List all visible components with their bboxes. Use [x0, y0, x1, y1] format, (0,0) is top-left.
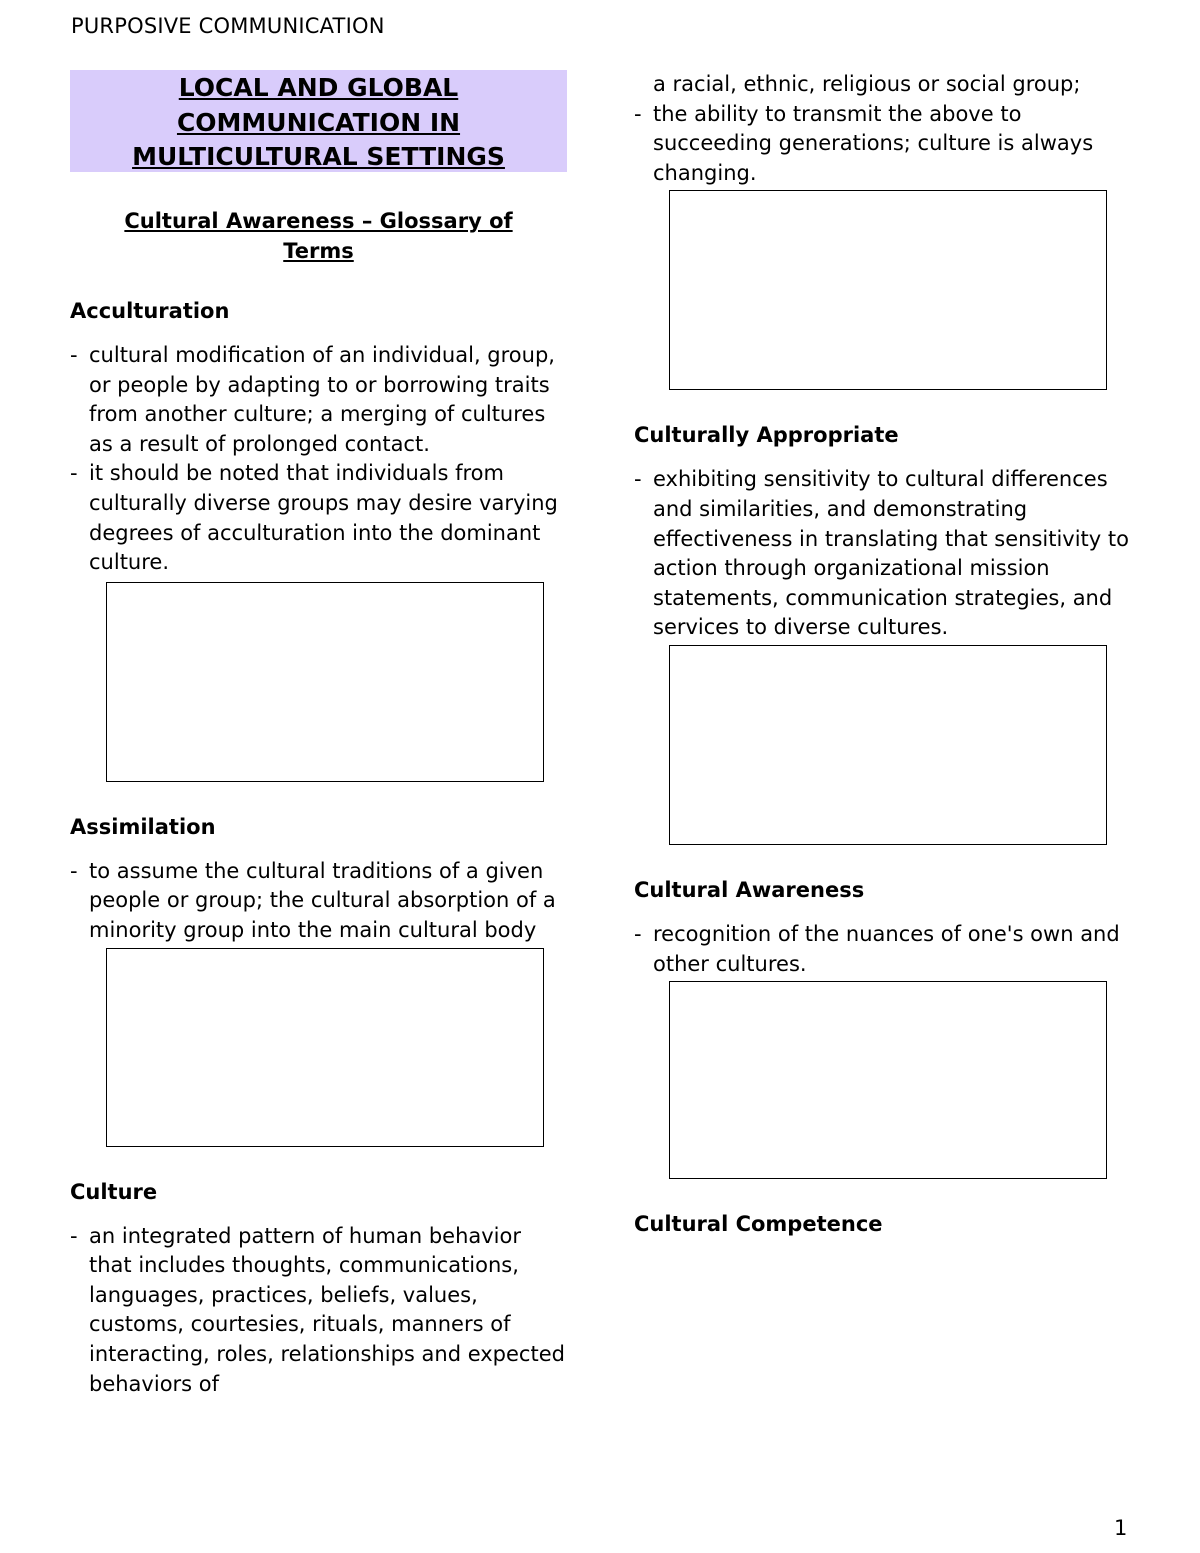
definition-item: - to assume the cultural traditions of a given people or group; the cultural absorption of a minority group into the main cultural body	[70, 858, 556, 942]
definition-item: - the ability to transmit the above to succeeding generations; culture is always changing.	[634, 101, 1094, 185]
cultural-awareness-definitions	[634, 920, 1134, 979]
term-cultural-competence: Cultural Competence	[634, 1212, 883, 1237]
right-column	[634, 70, 1134, 1239]
culturally-appropriate-definitions	[634, 465, 1134, 643]
running-header: PURPOSIVE COMMUNICATION	[71, 14, 385, 38]
document-title: LOCAL AND GLOBAL COMMUNICATION IN MULTICULTURAL SETTINGS	[132, 73, 505, 171]
page-number: 1	[1114, 1516, 1128, 1540]
definition-item: - it should be noted that individuals from culturally diverse groups may desire varying degrees of acculturation into the dominant culture.	[70, 461, 558, 575]
assimilation-definitions	[70, 857, 567, 946]
image-placeholder-culture	[669, 190, 1107, 390]
term-assimilation: Assimilation	[70, 814, 216, 839]
culture-definitions-continued	[634, 70, 1134, 188]
definition-item: - cultural modification of an individual, group, or people by adapting to or borrowing traits from another culture; a merging of cultures as a result of prolonged contact.	[70, 343, 555, 456]
image-placeholder-acculturation	[106, 582, 544, 782]
term-culturally-appropriate: Culturally Appropriate	[634, 423, 899, 448]
definition-item: - recognition of the nuances of one's own and other cultures.	[634, 921, 1120, 976]
image-placeholder-assimilation	[106, 948, 544, 1147]
document-subtitle: Cultural Awareness – Glossary of Terms	[124, 209, 513, 263]
document-title-banner	[70, 70, 567, 172]
term-acculturation: Acculturation	[70, 299, 230, 323]
culture-definitions	[70, 1222, 567, 1400]
acculturation-definitions	[70, 341, 567, 578]
definition-item-continued: a racial, ethnic, religious or social group;	[653, 72, 1081, 96]
term-culture: Culture	[70, 1179, 158, 1204]
definition-item: - an integrated pattern of human behavior that includes thoughts, communications, languages, practices, beliefs, values, customs, courtesies, rituals, manners of interacting, roles, relationships and expected behaviors of	[70, 1223, 565, 1396]
image-placeholder-culturally-appropriate	[669, 645, 1107, 845]
image-placeholder-cultural-awareness	[669, 981, 1107, 1179]
term-cultural-awareness: Cultural Awareness	[634, 877, 865, 902]
left-column	[70, 70, 567, 1399]
definition-item: - exhibiting sensitivity to cultural differences and similarities, and demonstrating effectiveness in translating that sensitivity to action through organizational mission statements, communication strategies, and services to diverse cultures.	[634, 467, 1129, 640]
